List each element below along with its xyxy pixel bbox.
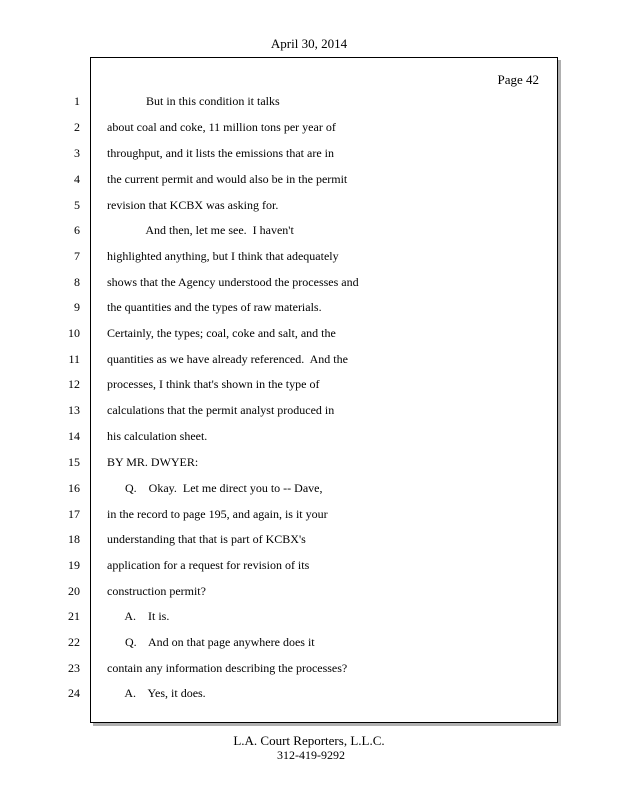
line-number: 8 [74, 275, 80, 289]
transcript-line: shows that the Agency understood the processes and [107, 275, 359, 289]
transcript-line: calculations that the permit analyst produced in [107, 403, 335, 417]
transcript-line: throughput, and it lists the emissions that are in [107, 146, 334, 160]
line-number: 13 [68, 403, 80, 417]
transcript-line: about coal and coke, 11 million tons per year of [107, 120, 336, 134]
transcript-line: quantities as we have already referenced. And the [107, 352, 348, 366]
line-number: 6 [74, 223, 80, 237]
footer-company: L.A. Court Reporters, L.L.C. [233, 733, 385, 748]
line-number: 17 [68, 507, 80, 521]
line-number: 3 [74, 146, 80, 160]
transcript-line: A. It is. [107, 609, 170, 623]
footer-phone: 312-419-9292 [277, 748, 345, 762]
page-number: Page 42 [497, 72, 539, 87]
transcript-line: BY MR. DWYER: [107, 455, 199, 469]
line-number: 2 [74, 120, 80, 134]
line-number: 10 [68, 326, 80, 340]
line-number: 22 [68, 635, 80, 649]
transcript-line: Q. And on that page anywhere does it [107, 635, 315, 649]
line-number: 15 [68, 455, 80, 469]
line-number: 1 [74, 94, 80, 108]
transcript-line: revision that KCBX was asking for. [107, 198, 279, 212]
line-number: 23 [68, 661, 80, 675]
transcript-line: But in this condition it talks [107, 94, 280, 108]
transcript-line: contain any information describing the processes? [107, 661, 348, 675]
transcript-line: construction permit? [107, 584, 206, 598]
transcript-line: his calculation sheet. [107, 429, 208, 443]
line-number: 18 [68, 532, 80, 546]
transcript-line: And then, let me see. I haven't [107, 223, 294, 237]
line-number: 14 [68, 429, 80, 443]
transcript-line: Q. Okay. Let me direct you to -- Dave, [107, 481, 323, 495]
line-number: 16 [68, 481, 80, 495]
line-number: 20 [68, 584, 80, 598]
line-number: 4 [74, 172, 80, 186]
line-number: 12 [68, 377, 80, 391]
transcript-line: the quantities and the types of raw materials. [107, 300, 322, 314]
line-number: 11 [68, 352, 80, 366]
transcript-line: A. Yes, it does. [107, 686, 206, 700]
line-number: 5 [74, 198, 80, 212]
transcript-date: April 30, 2014 [270, 36, 348, 51]
transcript-line: understanding that that is part of KCBX's [107, 532, 306, 546]
line-number: 7 [74, 249, 80, 263]
line-number: 24 [68, 686, 80, 700]
line-number: 9 [74, 300, 80, 314]
transcript-line: the current permit and would also be in the permit [107, 172, 348, 186]
transcript-line: Certainly, the types; coal, coke and salt, and the [107, 326, 336, 340]
transcript-line: highlighted anything, but I think that adequately [107, 249, 339, 263]
transcript-line: application for a request for revision of its [107, 558, 310, 572]
line-number: 21 [68, 609, 80, 623]
transcript-line: processes, I think that's shown in the type of [107, 377, 320, 391]
line-number: 19 [68, 558, 80, 572]
transcript-line: in the record to page 195, and again, is it your [107, 507, 328, 521]
